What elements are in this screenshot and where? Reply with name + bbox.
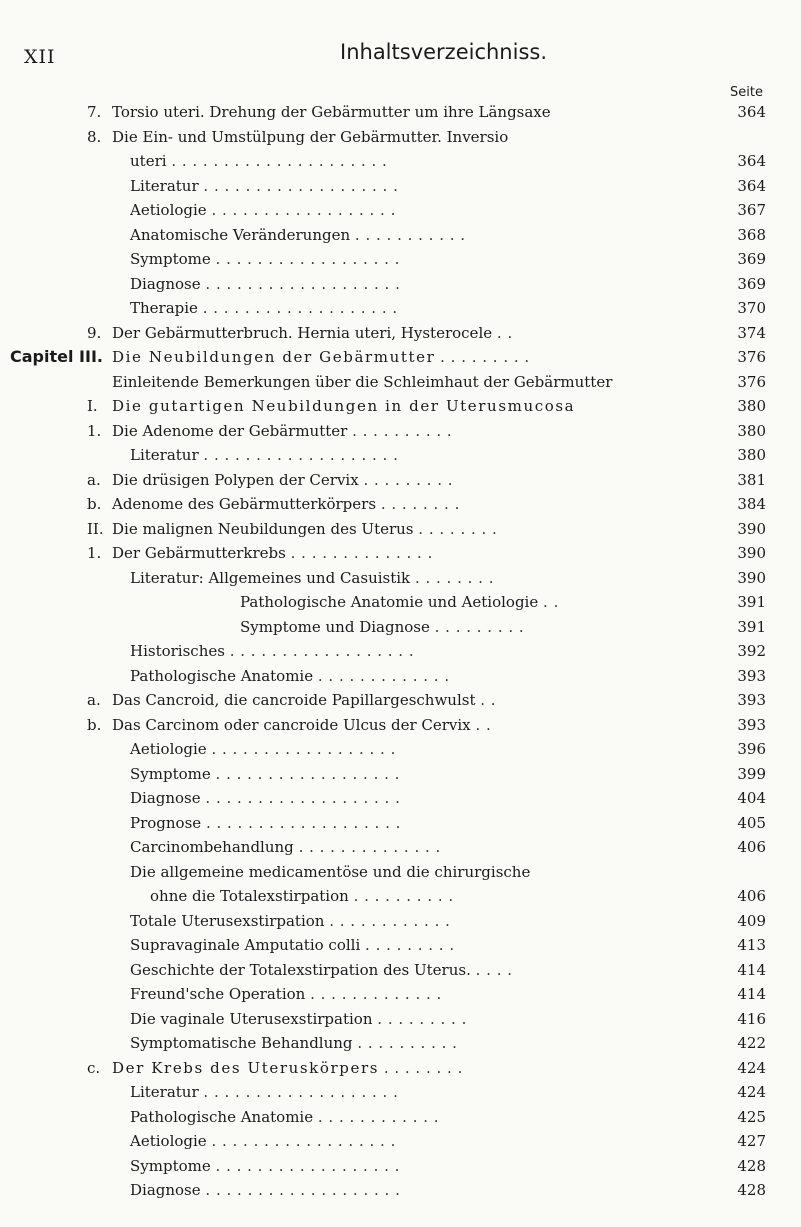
toc-entry	[0, 860, 801, 909]
page-reference: 390	[737, 519, 766, 538]
page-reference: 376	[737, 372, 766, 391]
entry-number: I.	[87, 397, 98, 415]
leader-dots: . . . . . . . .	[414, 568, 494, 587]
toc-entry	[0, 982, 801, 1007]
toc-entry	[0, 615, 801, 640]
leader-dots: . . . . . . . . . .	[353, 887, 454, 905]
leader-dots: . . . . . . . . . . . . . . . . . .	[215, 764, 400, 783]
toc-entry	[0, 419, 801, 444]
entry-title: Torsio uteri. Drehung der Gebärmutter um ihre Längsaxe	[112, 103, 551, 121]
page-reference: 391	[737, 617, 766, 636]
toc-entry	[0, 762, 801, 787]
entry-title: Geschichte der Totalexstirpation des Uterus.	[130, 960, 471, 979]
table-of-contents	[0, 100, 801, 1203]
entry-title: Diagnose	[130, 1181, 201, 1199]
toc-entry	[0, 1007, 801, 1032]
page-reference: 393	[737, 715, 766, 734]
entry-number: 1.	[87, 421, 102, 440]
toc-entry	[0, 223, 801, 248]
toc-entry	[0, 713, 801, 738]
page-reference: 390	[737, 544, 766, 562]
page-reference: 413	[737, 936, 766, 954]
leader-dots: . . . . . . . . . . . . . . . . . . .	[205, 789, 401, 807]
toc-entry	[0, 688, 801, 713]
entry-title: Die vaginale Uterusexstirpation	[130, 1009, 373, 1028]
page-reference: 416	[737, 1009, 766, 1028]
leader-dots: . . . . . . . . . . . . . . . . . . .	[202, 299, 398, 317]
entry-title: Carcinombehandlung	[130, 838, 294, 856]
entry-number: a.	[87, 691, 101, 709]
entry-title: Freund'sche Operation	[130, 985, 306, 1003]
page-reference: 399	[737, 764, 766, 783]
leader-dots: . .	[475, 715, 492, 734]
entry-title: Literatur	[130, 176, 199, 195]
leader-dots: . . . . . . . . . . . . . .	[298, 838, 441, 856]
page-reference: 392	[737, 642, 766, 660]
entry-title: Prognose	[130, 813, 202, 832]
page-reference: 404	[737, 789, 766, 807]
toc-entry	[0, 835, 801, 860]
entry-number: c.	[87, 1058, 101, 1077]
page-reference: 370	[737, 299, 766, 317]
leader-dots: . . . . . . . . . . . . . . . . . .	[211, 740, 396, 758]
page-reference: 364	[737, 103, 766, 121]
entry-title: Der Gebärmutterkrebs	[112, 544, 286, 562]
page-reference: 367	[737, 201, 766, 219]
entry-title: Die Adenome der Gebärmutter	[112, 421, 348, 440]
toc-entry	[0, 1031, 801, 1056]
leader-dots: . . . . . . . . . . . . . . . . . .	[211, 1132, 396, 1150]
chapter-label: Capitel III.	[10, 347, 103, 366]
toc-entry	[0, 321, 801, 346]
entry-title: Einleitende Bemerkungen über die Schleimhaut der Gebärmutter	[112, 372, 613, 391]
entry-title: Symptome	[130, 1156, 211, 1175]
leader-dots: . . . . . . . . . .	[357, 1034, 458, 1052]
leader-dots: . . . . . . . .	[418, 519, 498, 538]
entry-title: Literatur	[130, 446, 199, 464]
page-reference: 428	[737, 1181, 766, 1199]
leader-dots: . . . . . . . . . . . . . .	[290, 544, 433, 562]
leader-dots: . . . . . . . . . . . . . . . . . .	[211, 201, 396, 219]
entry-number: a.	[87, 470, 101, 489]
leader-dots: . . . . . . . . .	[377, 1009, 467, 1028]
entry-title: Pathologische Anatomie und Aetiologie	[240, 593, 539, 611]
page-reference: 425	[737, 1107, 766, 1126]
page-reference: 380	[737, 421, 766, 440]
page-reference: 406	[737, 887, 766, 905]
page-reference: 393	[737, 691, 766, 709]
entry-title: Das Carcinom oder cancroide Ulcus der Cervix	[112, 715, 471, 734]
entry-title: Symptome	[130, 764, 211, 783]
toc-entry	[0, 272, 801, 297]
entry-title: Adenome des Gebärmutterkörpers	[112, 495, 377, 513]
page-reference: 409	[737, 911, 766, 930]
running-title: Inhaltsverzeichniss.	[340, 40, 548, 64]
entry-title: Die malignen Neubildungen des Uterus	[112, 519, 414, 538]
toc-entry	[0, 811, 801, 836]
entry-title: Pathologische Anatomie	[130, 666, 314, 685]
page-reference: 390	[737, 568, 766, 587]
toc-entry	[0, 664, 801, 689]
leader-dots: . . . . . . . . . . . . . . . . . .	[215, 1156, 400, 1175]
leader-dots: . . . . . . . . . . . . . . . . . .	[229, 642, 415, 660]
toc-entry	[0, 198, 801, 223]
leader-dots: . . . . . . . . .	[434, 617, 525, 636]
entry-number: 8.	[87, 127, 102, 146]
page-reference: 405	[737, 813, 766, 832]
entry-title: Anatomische Veränderungen	[130, 225, 351, 244]
entry-title: Diagnose	[130, 789, 201, 807]
entry-title: Die gutartigen Neubildungen in der Uterusmucosa	[112, 397, 576, 415]
entry-number: 7.	[87, 103, 102, 121]
toc-entry	[0, 517, 801, 542]
leader-dots: . . . . . . . . . . . . .	[317, 666, 450, 685]
entry-title: Literatur: Allgemeines und Casuistik	[130, 568, 411, 587]
toc-entry	[0, 370, 801, 395]
page-reference: 369	[737, 250, 766, 268]
toc-entry	[0, 394, 801, 419]
page-reference: 414	[737, 985, 766, 1003]
page-reference: 381	[737, 470, 766, 489]
leader-dots: . . . . . . . . . . . . .	[310, 985, 442, 1003]
toc-entry	[0, 566, 801, 591]
leader-dots: . . . . . . . . . . . . . . . . . . . . .	[171, 152, 388, 170]
entry-title: Literatur	[130, 1083, 199, 1101]
entry-title: Pathologische Anatomie	[130, 1107, 314, 1126]
entry-number: II.	[87, 519, 104, 538]
toc-entry	[0, 1178, 801, 1203]
leader-dots: . .	[543, 593, 559, 611]
leader-dots: . . . . . . . . . .	[352, 421, 453, 440]
entry-title-continued: ohne die Totalexstirpation	[150, 887, 349, 905]
toc-entry	[0, 737, 801, 762]
toc-entry	[0, 958, 801, 983]
page-reference: 368	[737, 225, 766, 244]
leader-dots: . . . . . . . . . . . . . . . . . . .	[205, 813, 401, 832]
toc-entry	[0, 1105, 801, 1130]
leader-dots: . .	[480, 691, 497, 709]
toc-entry	[0, 590, 801, 615]
entry-title: Die Ein- und Umstülpung der Gebärmutter. Inversio	[112, 127, 509, 146]
leader-dots: . . . . . . . . . . . . . . . . . .	[215, 250, 400, 268]
toc-entry	[0, 443, 801, 468]
toc-entry	[0, 1056, 801, 1081]
entry-number: 1.	[87, 544, 102, 562]
entry-title: Die Neubildungen der Gebärmutter	[112, 348, 436, 366]
toc-entry	[0, 125, 801, 174]
leader-dots: . . . . . . . .	[380, 495, 460, 513]
page-number: XII	[24, 46, 56, 68]
page-reference: 380	[737, 446, 766, 464]
page-reference: 427	[737, 1132, 766, 1150]
toc-entry	[0, 1080, 801, 1105]
leader-dots: . .	[496, 323, 513, 342]
toc-entry	[0, 492, 801, 517]
entry-title: Aetiologie	[130, 740, 207, 758]
toc-entry	[0, 345, 801, 370]
leader-dots: . . . . . . . . . . . . . . . . . . .	[203, 1083, 399, 1101]
entry-title: Supravaginale Amputatio colli	[130, 936, 361, 954]
toc-entry	[0, 933, 801, 958]
page-reference: 369	[737, 274, 766, 293]
toc-entry	[0, 100, 801, 125]
entry-number: 9.	[87, 323, 102, 342]
seite-column-label: Seite	[730, 85, 763, 100]
leader-dots: . . . . . . . . .	[440, 348, 530, 366]
entry-title: Der Gebärmutterbruch. Hernia uteri, Hysterocele	[112, 323, 493, 342]
toc-entry	[0, 909, 801, 934]
toc-entry	[0, 247, 801, 272]
page-reference: 393	[737, 666, 766, 685]
entry-number: b.	[87, 495, 102, 513]
leader-dots: . . . . . . . .	[383, 1058, 463, 1077]
entry-title: Symptomatische Behandlung	[130, 1034, 353, 1052]
page-reference: 406	[737, 838, 766, 856]
toc-entry	[0, 639, 801, 664]
entry-title: Symptome und Diagnose	[240, 617, 430, 636]
leader-dots: . . . . . . . . . . . . . . . . . . .	[203, 446, 399, 464]
page-reference: 428	[737, 1156, 766, 1175]
entry-title: Die drüsigen Polypen der Cervix	[112, 470, 359, 489]
leader-dots: . . . . . . . . . . . . . . . . . . .	[205, 1181, 401, 1199]
page-reference: 422	[737, 1034, 766, 1052]
toc-entry	[0, 541, 801, 566]
toc-entry	[0, 786, 801, 811]
page-reference: 424	[737, 1083, 766, 1101]
toc-entry	[0, 296, 801, 321]
entry-title: Der Krebs des Uteruskörpers	[112, 1058, 380, 1077]
page-reference: 391	[737, 593, 766, 611]
toc-entry	[0, 1154, 801, 1179]
toc-entry	[0, 468, 801, 493]
leader-dots: . . . .	[475, 960, 513, 979]
page-reference: 380	[737, 397, 766, 415]
entry-title: Das Cancroid, die cancroide Papillargeschwulst	[112, 691, 476, 709]
leader-dots: . . . . . . . . .	[363, 470, 454, 489]
page-reference: 376	[737, 348, 766, 366]
leader-dots: . . . . . . . . . . . . . . . . . . .	[205, 274, 401, 293]
entry-title: Historisches	[130, 642, 225, 660]
page-reference: 374	[737, 323, 766, 342]
leader-dots: . . . . . . . . . . . .	[329, 911, 451, 930]
entry-title: Therapie	[130, 299, 198, 317]
entry-title: Die allgemeine medicamentöse und die chirurgische	[130, 862, 531, 881]
entry-title: Aetiologie	[130, 1132, 207, 1150]
entry-title: Diagnose	[130, 274, 201, 293]
leader-dots: . . . . . . . . . . .	[354, 225, 466, 244]
leader-dots: . . . . . . . . . . . . . . . . . . .	[203, 176, 399, 195]
page-reference: 396	[737, 740, 766, 758]
page-reference: 364	[737, 152, 766, 170]
leader-dots: . . . . . . . . .	[365, 936, 455, 954]
page-reference: 384	[737, 495, 766, 513]
toc-entry	[0, 174, 801, 199]
entry-title: Aetiologie	[130, 201, 207, 219]
page-reference: 364	[737, 176, 766, 195]
entry-number: b.	[87, 715, 102, 734]
page-reference: 414	[737, 960, 766, 979]
page-reference: 424	[737, 1058, 766, 1077]
entry-title-continued: uteri	[130, 152, 167, 170]
entry-title: Symptome	[130, 250, 211, 268]
toc-entry	[0, 1129, 801, 1154]
leader-dots: . . . . . . . . . . . .	[317, 1107, 440, 1126]
entry-title: Totale Uterusexstirpation	[130, 911, 325, 930]
